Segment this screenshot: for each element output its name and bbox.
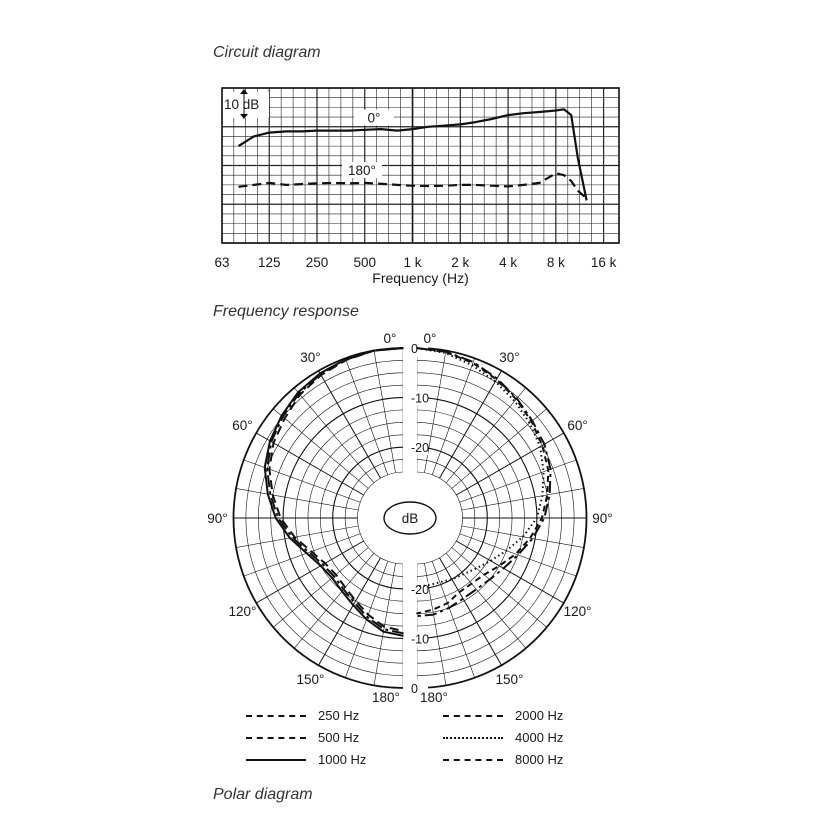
legend-label: 8000 Hz [515,752,564,767]
frequency-grid [222,88,619,243]
x-tick-label: 2 k [451,255,470,270]
angle-label: 180° [420,690,448,705]
legend-item-8000hz [443,752,563,767]
r-tick-label: -10 [411,632,430,647]
legend-label: 4000 Hz [515,730,564,745]
r-tick-label: -10 [411,391,430,406]
x-axis-label: Frequency (Hz) [372,270,469,286]
polar-curve-8000hz [417,348,551,616]
legend-item-1000hz [246,752,366,767]
x-tick-label: 125 [257,255,281,270]
x-tick-label: 250 [305,255,329,270]
angle-label: 120° [563,604,592,619]
frequency-response-caption: Frequency response [213,303,359,320]
polar-curve-2000hz [417,348,549,614]
angle-label: 30° [499,349,520,365]
angle-label: 60° [567,418,588,433]
angle-label: 120° [228,604,257,619]
angle-label: 60° [232,418,253,433]
series-label: 180° [348,163,376,179]
angle-label: 90° [592,511,613,526]
r-tick-label: 0 [411,682,418,696]
polar-curve-250hz [267,348,403,633]
angle-label: 90° [207,511,228,526]
frequency-response-chart [0,0,840,300]
r-tick-label: -20 [411,441,430,456]
legend-item-250hz [246,708,359,723]
polar-chart [0,331,840,705]
polar-center-label: dB [401,511,419,526]
polar-grid-left [234,348,404,688]
x-tick-label: 16 k [590,255,617,270]
angle-label: 0° [383,331,397,346]
r-tick-label: 0 [411,342,418,356]
x-tick-label: 500 [353,255,377,270]
legend-item-2000hz [443,708,563,723]
angle-label: 0° [423,331,437,346]
legend-label: 2000 Hz [515,708,564,723]
legend-label: 500 Hz [318,730,360,745]
r-tick-label: -20 [411,582,430,597]
x-tick-label: 4 k [499,255,518,270]
angle-label: 30° [300,349,321,365]
angle-label: 150° [495,672,524,688]
scale-label: 10 dB [224,97,260,112]
angle-label: 180° [372,690,400,705]
x-tick-label: 1 k [403,255,422,270]
legend-label: 1000 Hz [318,752,367,767]
angle-label: 150° [296,672,325,688]
x-tick-label: 63 [214,255,230,270]
legend-item-4000hz [443,730,563,745]
legend-item-500hz [246,730,359,745]
polar-curve-500hz [269,348,403,631]
series-label: 0° [367,110,381,126]
legend-label: 250 Hz [318,708,360,723]
polar-diagram-caption: Polar diagram [213,786,313,803]
x-tick-label: 8 k [546,255,565,270]
circuit-diagram-caption: Circuit diagram [213,44,321,61]
polar-grid-right [417,348,587,688]
